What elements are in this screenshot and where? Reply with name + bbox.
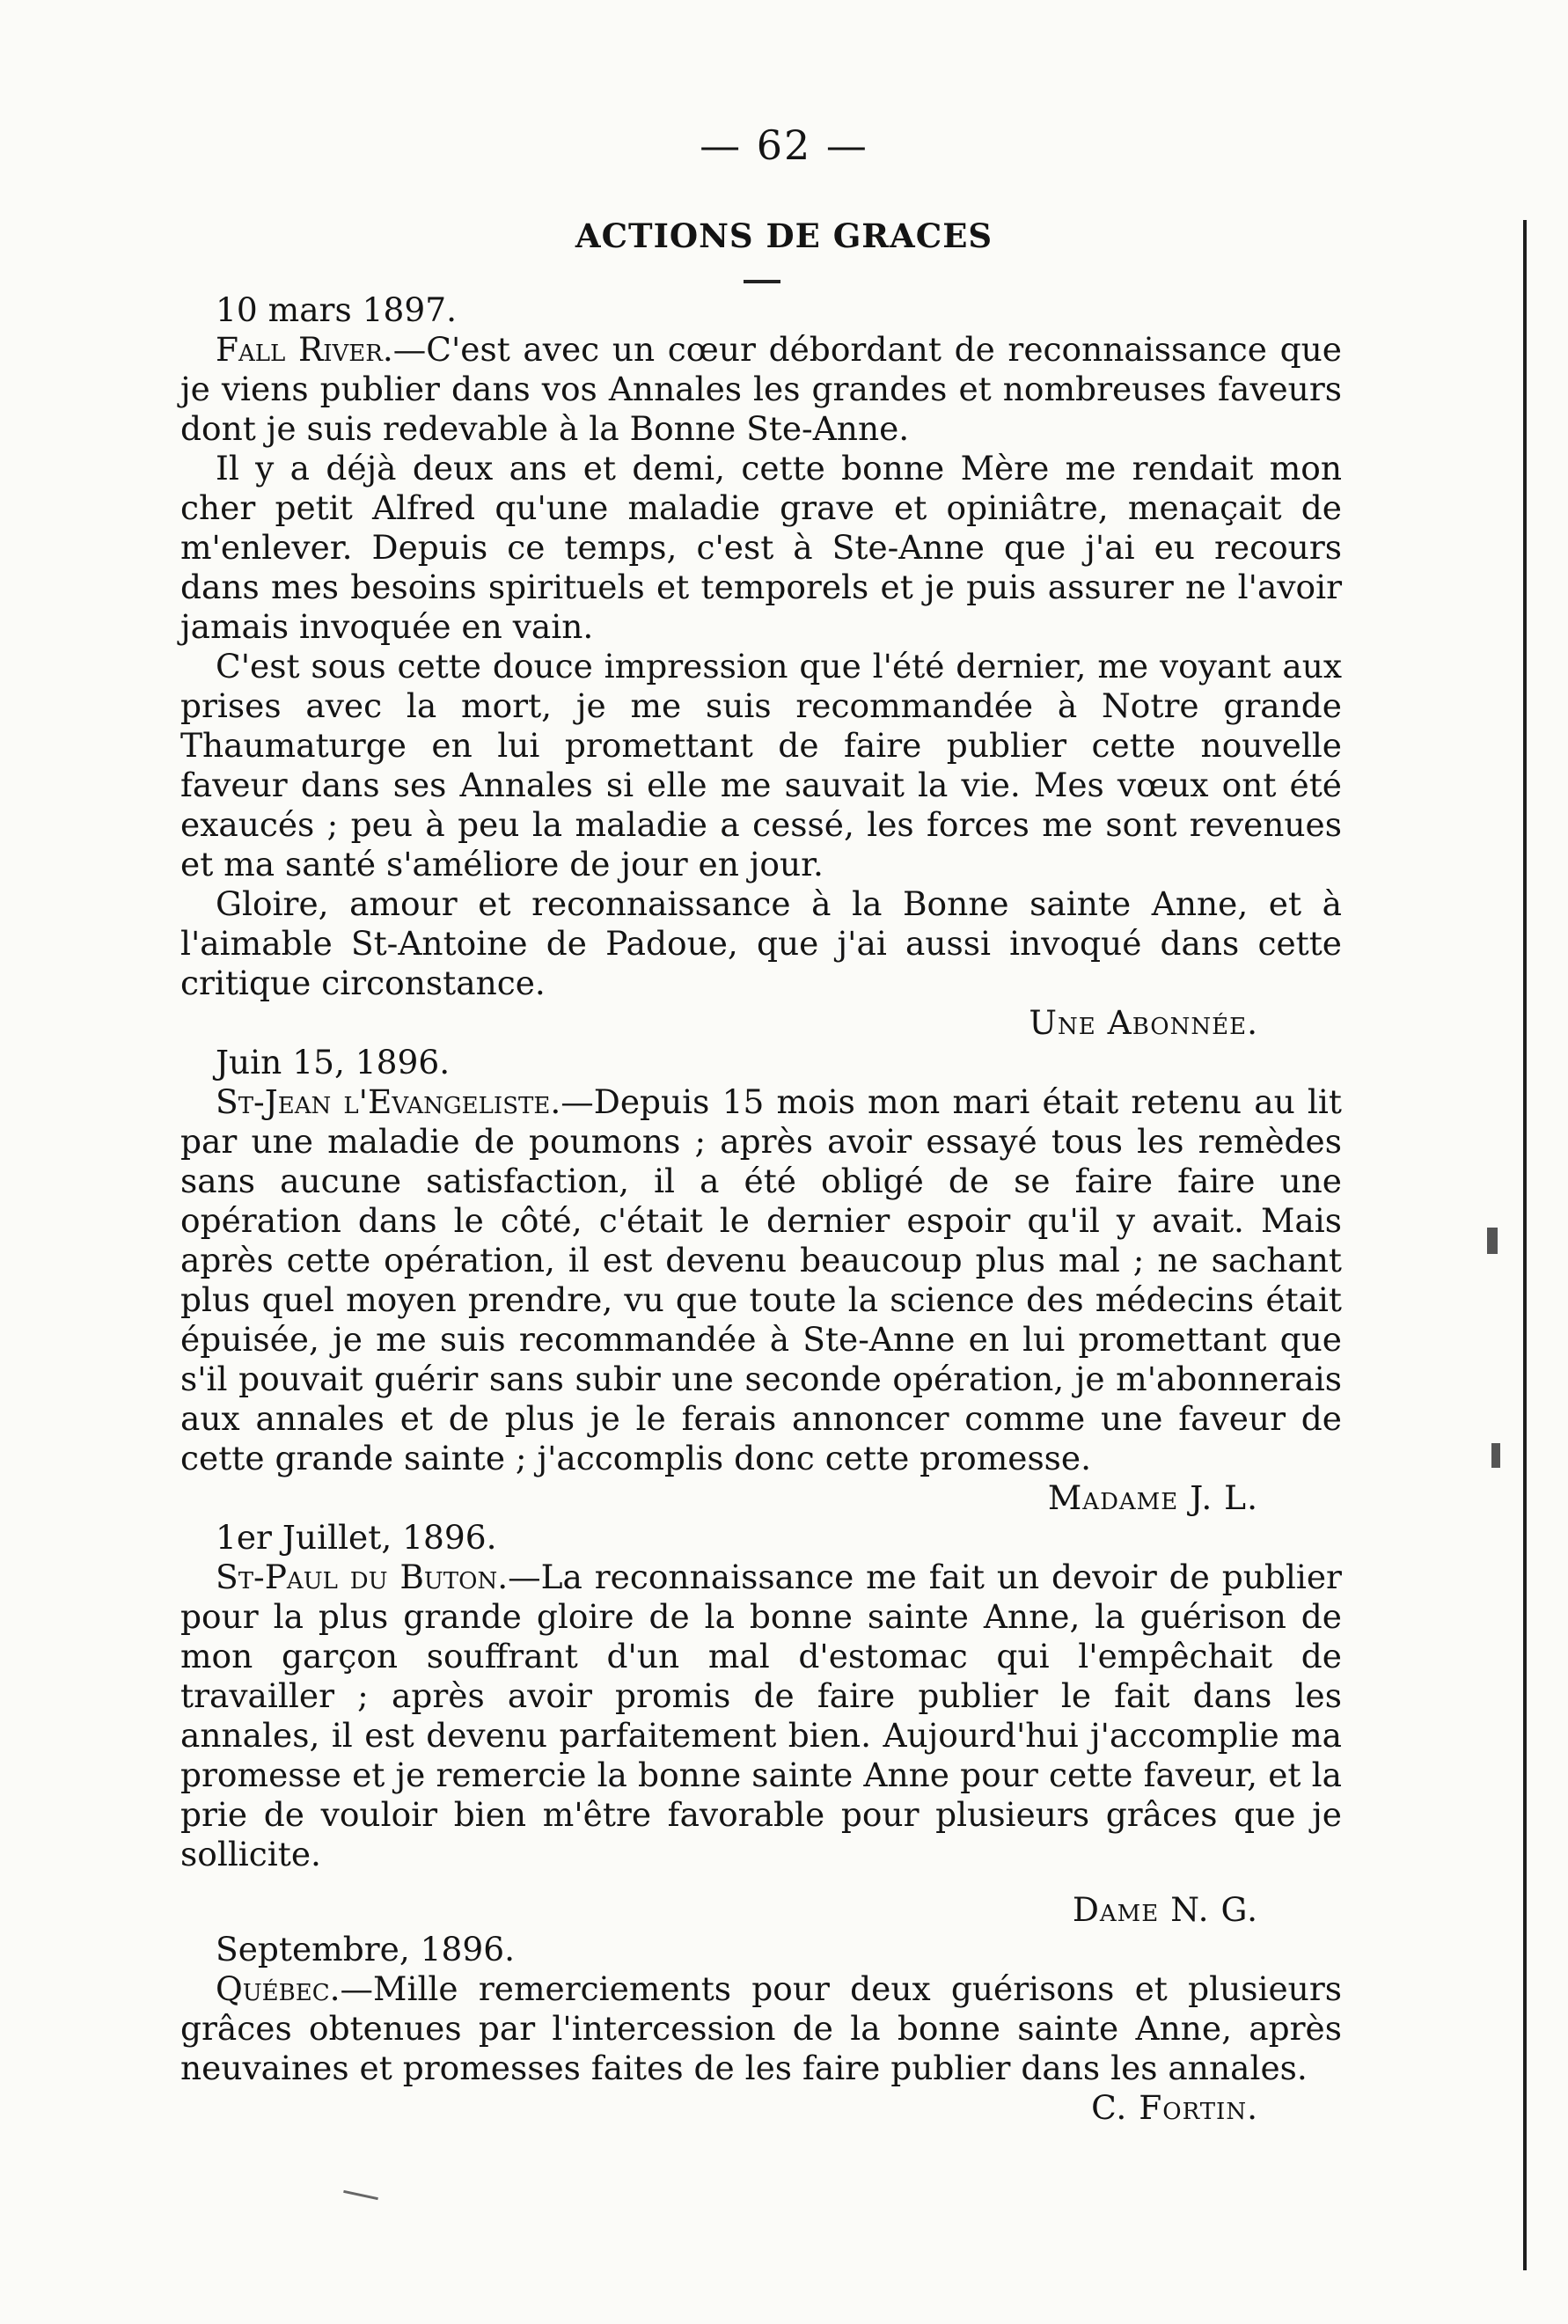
entry-text: —C'est avec un cœur débordant de reconnaissance que je viens publier dans vos Annales les grandes et nombreuses faveurs dont je suis redevable à la Bonne Ste-Anne. <box>180 330 1342 448</box>
entry-paragraph: C'est sous cette douce impression que l'été dernier, me voyant aux prises avec la mort, je me suis recommandée à Notre grande Thaumaturge en lui promettant de faire publier cette nouvelle faveur dans ses Annales si elle me sauvait la vie. Mes vœux ont été exaucés ; peu à peu la maladie a cessé, les forces me sont revenues et ma santé s'améliore de jour en jour. <box>180 647 1342 883</box>
entry-paragraph: Il y a déjà deux ans et demi, cette bonne Mère me rendait mon cher petit Alfred qu'une maladie grave et opiniâtre, menaçait de m'enlever. Depuis ce temps, c'est à Ste-Anne que j'ai eu recours dans mes besoins spirituels et temporels et je puis assurer ne l'avoir jamais invoquée en vain. <box>180 449 1342 646</box>
entry-place: Fall River. <box>216 330 393 369</box>
entry-signature: Dame N. G. <box>1072 1890 1258 1929</box>
page-body <box>180 290 1342 2128</box>
entry-text: —Mille remerciements pour deux guérisons et plusieurs grâces obtenues par l'intercession de la bonne sainte Anne, après neuvaines et promesses faites de les faire publier dans les annales. <box>180 1969 1342 2087</box>
entry-date: Septembre, 1896. <box>216 1930 516 1968</box>
entry-paragraph <box>180 1969 1342 2088</box>
entry-signature: Une Abonnée. <box>1029 1003 1258 1042</box>
entry-paragraph: Gloire, amour et reconnaissance à la Bonne sainte Anne, et à l'aimable St-Antoine de Padoue, que j'ai aussi invoqué dans cette critique circonstance. <box>180 884 1342 1002</box>
entry-st-paul <box>180 1518 1342 1930</box>
entry-place: St-Paul du Buton. <box>216 1558 509 1596</box>
title-divider <box>744 280 780 283</box>
page-number: — 62 — <box>700 121 868 169</box>
entry-paragraph <box>180 1082 1342 1518</box>
entry-place: St-Jean l'Evangeliste. <box>216 1082 561 1121</box>
entry-fall-river <box>180 290 1342 1043</box>
entry-signature: C. Fortin. <box>1091 2088 1258 2127</box>
entry-text: —La reconnaissance me fait un devoir de publier pour la plus grande gloire de la bonne sainte Anne, la guérison de mon garçon souffrant d'un mal d'estomac qui l'empêchait de travailler ; après avoir promis de faire publier le fait dans les annales, il est devenu parfaitement bien. Aujourd'hui j'accomplie ma promesse et je remercie la bonne sainte Anne pour cette faveur, et la prie de vouloir bien m'être favorable pour plusieurs grâces que je sollicite. <box>180 1558 1342 1873</box>
entry-st-jean <box>180 1043 1342 1518</box>
entry-paragraph <box>180 1558 1342 1874</box>
entry-place: Québec. <box>216 1969 341 2008</box>
margin-speck <box>1487 1228 1498 1254</box>
entry-quebec <box>180 1930 1342 2128</box>
margin-speck <box>1491 1443 1500 1468</box>
page-speck <box>343 2190 378 2200</box>
entry-date: 10 mars 1897. <box>216 290 457 329</box>
section-title: ACTIONS DE GRACES <box>575 216 993 255</box>
entry-text: —Depuis 15 mois mon mari était retenu au lit par une maladie de poumons ; après avoir essayé tous les remèdes sans aucune satisfaction, il a été obligé de se faire faire une opération dans le côté, c'était le dernier espoir qu'il y avait. Mais après cette opération, il est devenu beaucoup plus mal ; ne sachant plus quel moyen prendre, vu que toute la science des médecins était épuisée, je me suis recommandée à Ste-Anne en lui promettant que s'il pouvait guérir sans subir une seconde opération, je m'abonnerais aux annales et de plus je le ferais annoncer comme une faveur de cette grande sainte ; j'accomplis donc cette promesse. <box>180 1082 1342 1477</box>
entry-signature: Madame J. L. <box>1047 1478 1258 1517</box>
entry-paragraph <box>180 330 1342 449</box>
margin-rule <box>1523 220 1527 2270</box>
entry-date: Juin 15, 1896. <box>216 1043 451 1081</box>
entry-date: 1er Juillet, 1896. <box>216 1518 497 1557</box>
